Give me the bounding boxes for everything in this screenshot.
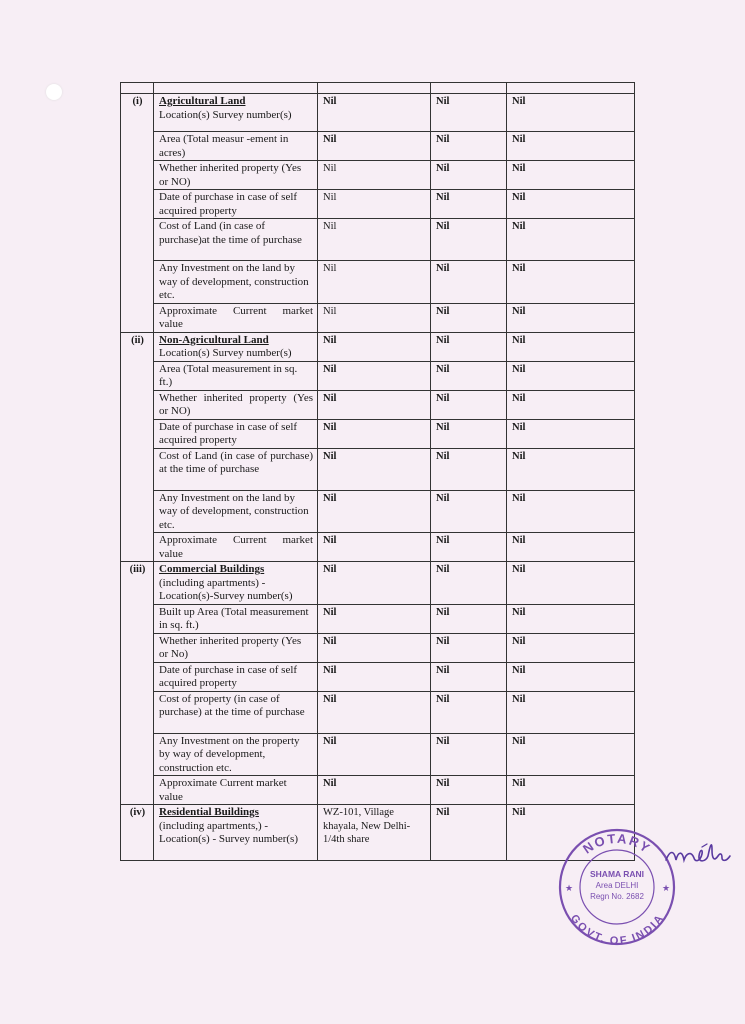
header-cell: [431, 83, 507, 94]
assets-table: [120, 82, 635, 861]
serial-number-cell: [121, 533, 154, 562]
value-cell-2: Nil: [431, 733, 507, 776]
value-cell-3: Nil: [507, 776, 635, 805]
value-cell-3: Nil: [507, 805, 635, 861]
table-row: [121, 691, 635, 733]
description-label: Built up Area (Total measurement in sq. ft.): [159, 605, 309, 631]
value-cell-3: Nil: [507, 219, 635, 261]
table-row: [121, 419, 635, 448]
value-cell-2: Nil: [431, 390, 507, 419]
serial-number-cell: (iv): [121, 805, 154, 861]
table-row: [121, 361, 635, 390]
serial-number-cell: [121, 448, 154, 490]
value-cell-3: Nil: [507, 419, 635, 448]
value-cell-3: Nil: [507, 448, 635, 490]
punch-hole: [46, 84, 62, 100]
description-label: Area (Total measurement in sq. ft.): [159, 362, 298, 388]
serial-number-cell: [121, 161, 154, 190]
notary-stamp: [556, 828, 678, 946]
stamp-star-right-icon: ★: [662, 883, 671, 893]
stamp-top-text: NOTARY: [580, 830, 655, 857]
description-label: Date of purchase in case of self acquired property: [159, 420, 298, 446]
serial-number-cell: [121, 733, 154, 776]
serial-number-cell: [121, 604, 154, 633]
table-row: [121, 533, 635, 562]
description-label: Approximate Current market value: [159, 304, 313, 330]
value-cell-3: Nil: [507, 161, 635, 190]
value-cell-1: Nil: [318, 361, 431, 390]
value-cell-1: Nil: [318, 776, 431, 805]
value-cell-1: Nil: [318, 390, 431, 419]
description-label: Location(s) Survey number(s): [159, 347, 292, 359]
description-cell: [154, 390, 318, 419]
stamp-area: Area DELHI: [595, 881, 639, 890]
table-row: [121, 219, 635, 261]
description-cell: [154, 161, 318, 190]
description-cell: [154, 691, 318, 733]
description-cell: [154, 219, 318, 261]
serial-number-cell: [121, 490, 154, 533]
value-cell-3: Nil: [507, 533, 635, 562]
value-cell-2: Nil: [431, 94, 507, 132]
description-label: Cost of property (in case of purchase) at the time of purchase: [159, 692, 305, 718]
description-label: Date of purchase in case of self acquired property: [159, 191, 298, 217]
value-cell-2: Nil: [431, 776, 507, 805]
value-cell-2: Nil: [431, 332, 507, 361]
description-label: Cost of Land (in case of purchase)at the time of purchase: [159, 220, 302, 246]
value-cell-2: Nil: [431, 662, 507, 691]
table-row: [121, 94, 635, 132]
header-cell: [121, 83, 154, 94]
table-row: [121, 132, 635, 161]
value-cell-1: Nil: [318, 448, 431, 490]
serial-number-cell: [121, 132, 154, 161]
assets-table-body: [121, 83, 635, 861]
description-label: Cost of Land (in case of purchase) at the time of purchase: [159, 449, 313, 475]
description-cell: [154, 190, 318, 219]
value-cell-2: Nil: [431, 604, 507, 633]
value-cell-2: Nil: [431, 562, 507, 605]
value-cell-2: Nil: [431, 132, 507, 161]
table-row: [121, 261, 635, 304]
value-cell-2: Nil: [431, 261, 507, 304]
value-cell-3: Nil: [507, 94, 635, 132]
description-cell: [154, 361, 318, 390]
value-cell-2: Nil: [431, 190, 507, 219]
serial-number-cell: [121, 303, 154, 332]
value-cell-2: Nil: [431, 490, 507, 533]
description-cell: [154, 733, 318, 776]
table-row: [121, 662, 635, 691]
serial-number-cell: [121, 776, 154, 805]
value-cell-3: Nil: [507, 261, 635, 304]
value-cell-2: Nil: [431, 419, 507, 448]
description-label: Approximate Current market value: [159, 777, 287, 803]
value-cell-2: Nil: [431, 219, 507, 261]
description-label: Whether inherited property (Yes or NO): [159, 162, 302, 188]
header-cell: [318, 83, 431, 94]
value-cell-1: Nil: [318, 303, 431, 332]
stamp-star-left-icon: ★: [565, 883, 574, 893]
value-cell-3: Nil: [507, 733, 635, 776]
serial-number-cell: [121, 662, 154, 691]
value-cell-3: Nil: [507, 662, 635, 691]
table-row: [121, 604, 635, 633]
value-cell-2: Nil: [431, 533, 507, 562]
value-cell-2: Nil: [431, 303, 507, 332]
value-cell-1: WZ-101, Village khayala, New Delhi- 1/4th share: [318, 805, 431, 861]
serial-number-cell: [121, 419, 154, 448]
description-cell: [154, 419, 318, 448]
category-title: Non-Agricultural Land: [159, 333, 269, 346]
value-cell-3: Nil: [507, 303, 635, 332]
serial-number-cell: [121, 691, 154, 733]
value-cell-1: Nil: [318, 490, 431, 533]
value-cell-1: Nil: [318, 662, 431, 691]
table-row: [121, 448, 635, 490]
value-cell-3: Nil: [507, 390, 635, 419]
header-cell: [154, 83, 318, 94]
serial-number-cell: (i): [121, 94, 154, 132]
table-row: [121, 190, 635, 219]
serial-number-cell: [121, 390, 154, 419]
table-row: [121, 562, 635, 605]
value-cell-1: Nil: [318, 419, 431, 448]
description-cell: [154, 533, 318, 562]
value-cell-1: Nil: [318, 261, 431, 304]
value-cell-2: Nil: [431, 633, 507, 662]
serial-number-cell: [121, 633, 154, 662]
description-label: Any Investment on the land by way of development, construction etc.: [159, 491, 309, 531]
description-cell: [154, 261, 318, 304]
serial-number-cell: [121, 261, 154, 304]
description-cell: [154, 448, 318, 490]
value-cell-1: Nil: [318, 633, 431, 662]
value-cell-2: Nil: [431, 361, 507, 390]
value-cell-1: Nil: [318, 332, 431, 361]
value-cell-3: Nil: [507, 633, 635, 662]
description-cell: [154, 633, 318, 662]
description-label: Any Investment on the property by way of development, construction etc.: [159, 734, 300, 774]
description-cell: [154, 94, 318, 132]
table-row: [121, 633, 635, 662]
description-cell: [154, 490, 318, 533]
description-label: Area (Total measur -ement in acres): [159, 133, 289, 159]
description-cell: [154, 776, 318, 805]
table-header-row: [121, 83, 635, 94]
description-cell: [154, 132, 318, 161]
value-cell-3: Nil: [507, 604, 635, 633]
serial-number-cell: (ii): [121, 332, 154, 361]
value-cell-2: Nil: [431, 161, 507, 190]
description-label: Whether inherited property (Yes or NO): [159, 391, 313, 417]
table-row: [121, 733, 635, 776]
value-cell-3: Nil: [507, 132, 635, 161]
description-label: Any Investment on the land by way of development, construction etc.: [159, 262, 309, 301]
serial-number-cell: (iii): [121, 562, 154, 605]
value-cell-3: Nil: [507, 361, 635, 390]
description-label: Approximate Current market value: [159, 534, 313, 560]
description-label: Whether inherited property (Yes or No): [159, 634, 302, 660]
category-title: Agricultural Land: [159, 95, 246, 107]
stamp-bottom-text: GOVT. OF INDIA: [567, 912, 667, 946]
stamp-name: SHAMA RANI: [590, 869, 644, 879]
value-cell-1: Nil: [318, 94, 431, 132]
serial-number-cell: [121, 190, 154, 219]
table-row: [121, 332, 635, 361]
stamp-regn: Regn No. 2682: [590, 892, 644, 901]
value-cell-1: Nil: [318, 190, 431, 219]
serial-number-cell: [121, 361, 154, 390]
table-row: [121, 390, 635, 419]
serial-number-cell: [121, 219, 154, 261]
value-cell-1: Nil: [318, 161, 431, 190]
table-row: [121, 776, 635, 805]
value-cell-3: Nil: [507, 562, 635, 605]
description-cell: [154, 805, 318, 861]
value-cell-1: Nil: [318, 132, 431, 161]
table-row: [121, 303, 635, 332]
value-cell-1: Nil: [318, 533, 431, 562]
value-cell-2: Nil: [431, 691, 507, 733]
description-cell: [154, 303, 318, 332]
header-cell: [507, 83, 635, 94]
description-cell: [154, 332, 318, 361]
table-row: [121, 161, 635, 190]
handwritten-signature: [664, 836, 736, 870]
description-cell: [154, 604, 318, 633]
value-cell-3: Nil: [507, 332, 635, 361]
value-cell-2: Nil: [431, 448, 507, 490]
description-cell: [154, 662, 318, 691]
category-title: Commercial Buildings: [159, 563, 265, 575]
description-label: Date of purchase in case of self acquired property: [159, 663, 298, 689]
description-cell: [154, 562, 318, 605]
value-cell-1: Nil: [318, 691, 431, 733]
value-cell-1: Nil: [318, 562, 431, 605]
description-label: (including apartments) -Location(s)-Survey number(s): [159, 576, 293, 602]
value-cell-3: Nil: [507, 190, 635, 219]
value-cell-2: Nil: [431, 805, 507, 861]
category-title: Residential Buildings: [159, 806, 259, 818]
description-label: (including apartments,) -Location(s) - Survey number(s): [159, 819, 298, 845]
description-label: Location(s) Survey number(s): [159, 108, 292, 121]
value-cell-1: Nil: [318, 219, 431, 261]
value-cell-1: Nil: [318, 733, 431, 776]
table-row: [121, 490, 635, 533]
value-cell-3: Nil: [507, 490, 635, 533]
value-cell-1: Nil: [318, 604, 431, 633]
value-cell-3: Nil: [507, 691, 635, 733]
